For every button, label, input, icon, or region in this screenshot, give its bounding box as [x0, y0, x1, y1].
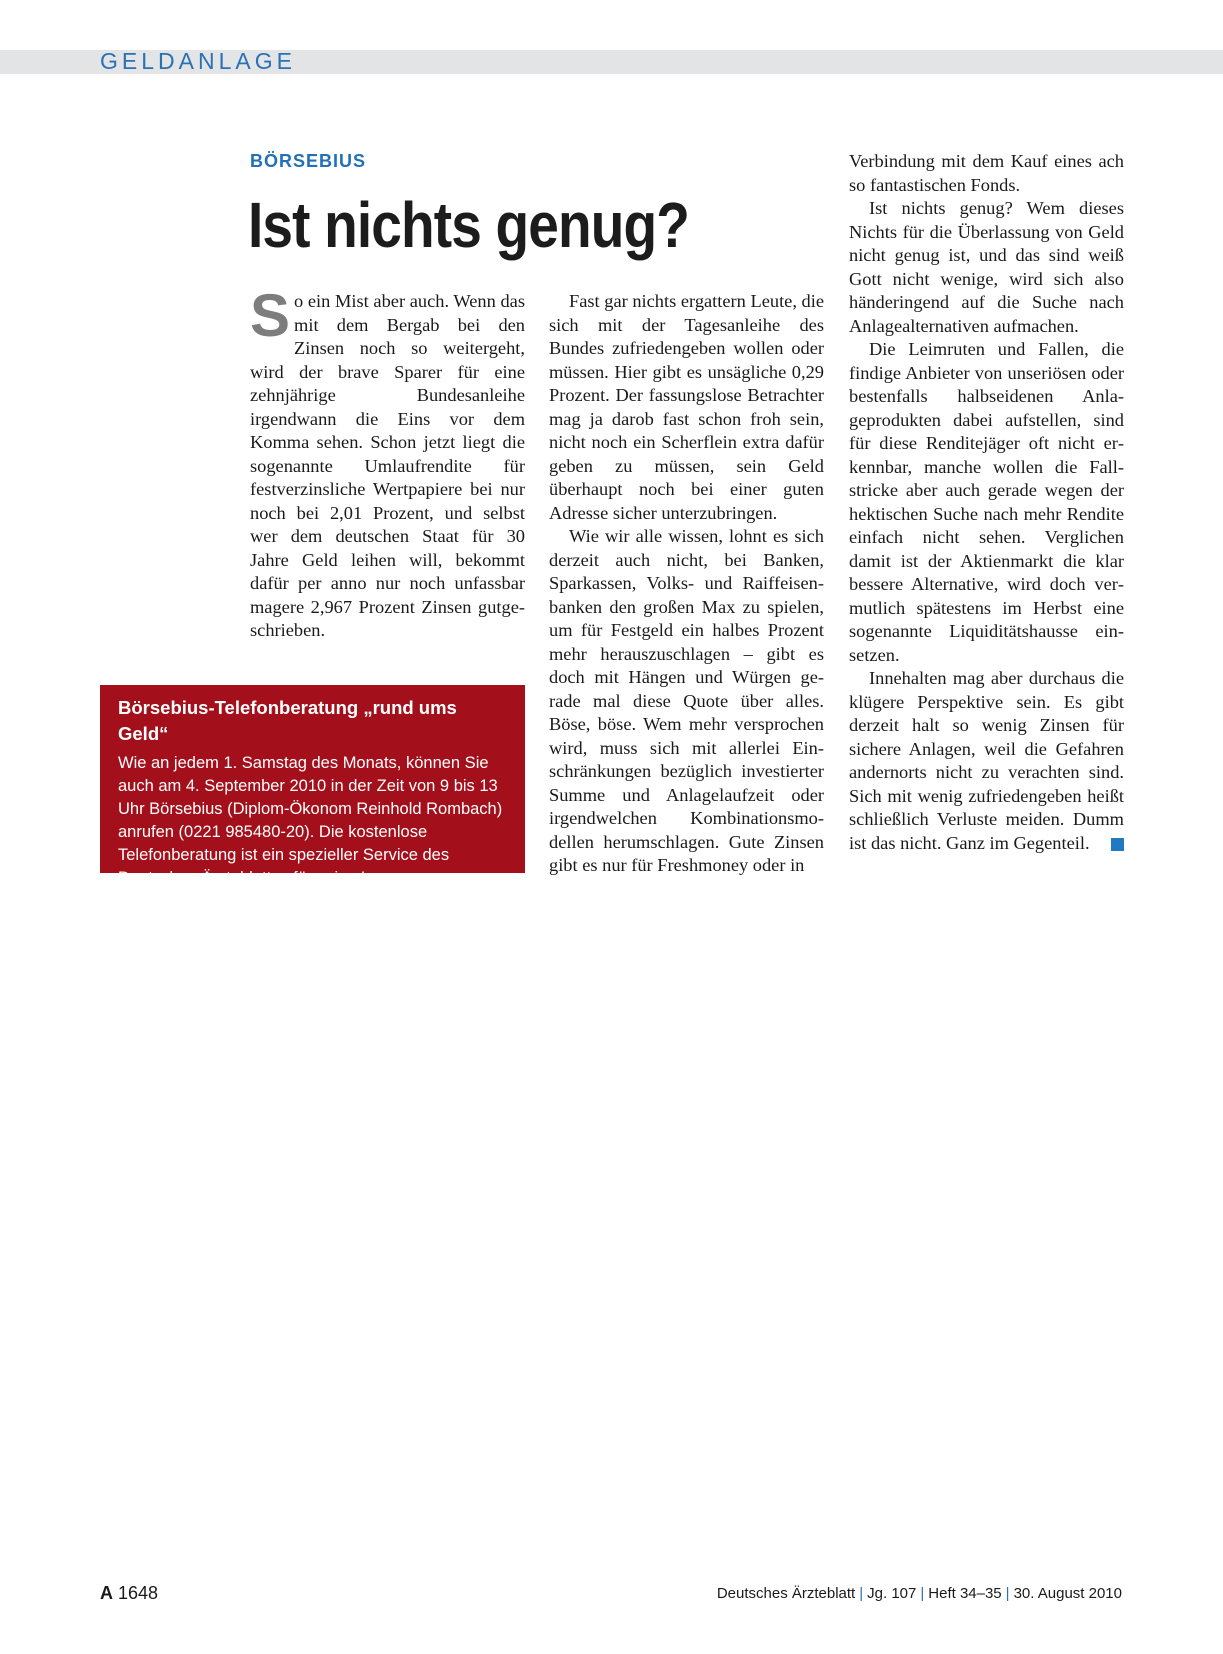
- paragraph: Verbindung mit dem Kauf eines ach so fantastischen Fonds.: [849, 151, 1124, 195]
- article-kicker: BÖRSEBIUS: [250, 151, 367, 171]
- paragraph: Ist nichts genug? Wem dieses Nichts für die Überlassung von Geld nicht genug ist, und das sind weiß Gott nicht wenige, wird sich also händeringend auf die Suche nach Anlagealternativen aufmachen.: [849, 198, 1124, 336]
- paragraph: Wie wir alle wissen, lohnt es sich derzeit auch nicht, bei Banken, Sparkassen, Volks- und Raiffeisenbanken den großen Max zu spielen, um für Festgeld ein halbes Prozent mehr herauszuschlagen – gibt es doch mit Hängen und Würgen gerade mal diese Quote über alles. Böse, böse. Wem mehr versprochen wird, muss sich mit allerlei Einschränkungen bezüglich investierter Summe und Anlagelaufzeit oder irgendwelchen Kombinationsmodellen herumschlagen. Gute Zinsen gibt es nur für Freshmoney oder in: [549, 526, 824, 875]
- end-of-article-mark: [1111, 838, 1124, 851]
- separator: |: [859, 1585, 864, 1602]
- paragraph: [250, 282, 525, 643]
- paragraph: Fast gar nichts ergattern Leute, die sich mit der Tagesanleihe des Bundes zufriedengeben wollen oder müssen. Hier gibt es unsägliche 0,29 Prozent. Der fassungslose Betrachter mag ja darob fast schon froh sein, nicht noch ein Scherflein extra dafür geben zu müssen, sein Geld überhaupt noch bei einer guten Adresse sicher unterzubringen.: [549, 291, 824, 523]
- page-number-value: 1648: [118, 1583, 159, 1603]
- section-label: GELDANLAGE: [100, 48, 296, 74]
- info-box-title: Börsebius-Telefonberatung „rund ums Geld“: [118, 697, 457, 744]
- drop-cap: S: [250, 282, 291, 349]
- info-box: [100, 685, 525, 887]
- page-number: [100, 1583, 158, 1604]
- article-column-3: [849, 150, 1124, 855]
- article-column-2: [549, 290, 824, 878]
- info-box-body: Wie an jedem 1. Samstag des Monats, können Sie auch am 4. September 2010 in der Zeit von 9 bis 13 Uhr Börsebius (Diplom-Ökonom Reinhold Rombach) anrufen (0221 985480-20). Die kostenlose Telefonberatung ist ein spezieller Service des Deutschen Ärzteblattes für seine Leser.: [118, 754, 503, 887]
- journal-volume: Jg. 107: [867, 1585, 917, 1602]
- issue-date: 30. August 2010: [1013, 1585, 1122, 1602]
- journal-issue: Heft 34–35: [928, 1585, 1002, 1602]
- article-column-1: [250, 282, 525, 643]
- footer-citation: [717, 1585, 1122, 1602]
- journal-name: Deutsches Ärzteblatt: [716, 1585, 856, 1602]
- separator: |: [1005, 1585, 1010, 1602]
- paragraph: [849, 667, 1124, 855]
- page-prefix: A: [100, 1583, 113, 1603]
- article-headline: Ist nichts genug?: [248, 189, 689, 261]
- separator: |: [920, 1585, 925, 1602]
- paragraph-text: Innehalten mag aber durchaus die klügere Perspektive sein. Es gibt derzeit halt so wenig Zinsen für sichere Anlagen, weil die Gefahren andernorts nicht zu verachten sind. Sich mit wenig zufriedengeben heißt schließlich Verluste meiden. Dumm ist das nicht. Ganz im Gegenteil.: [849, 668, 1124, 853]
- paragraph-text: o ein Mist aber auch. Wenn das mit dem Bergab bei den Zinsen noch so weitergeht, wird der brave Sparer für eine zehnjährige Bundesanleihe irgendwann die Eins vor dem Komma sehen. Schon jetzt liegt die sogenannte Umlaufrendite für festverzinsliche Wertpapiere bei nur noch bei 2,01 Prozent, und selbst wer dem deutschen Staat für 30 Jahre Geld leihen will, bekommt dafür per anno nur noch unfassbar magere 2,967 Prozent Zinsen gutgeschrieben.: [250, 291, 525, 640]
- paragraph: Die Leimruten und Fallen, die findige Anbieter von unseriösen oder bestenfalls halbseidenen Anlageprodukten dabei aufstellen, sind für diese Renditejäger oft nicht erkennbar, manche wollen die Fallstricke aber auch gerade wegen der hektischen Suche nach mehr Rendite einfach nicht sehen. Verglichen damit ist der Aktienmarkt die klar bessere Alternative, wird doch vermutlich spätestens im Herbst eine sogenannte Liquiditätshausse einsetzen.: [849, 339, 1124, 665]
